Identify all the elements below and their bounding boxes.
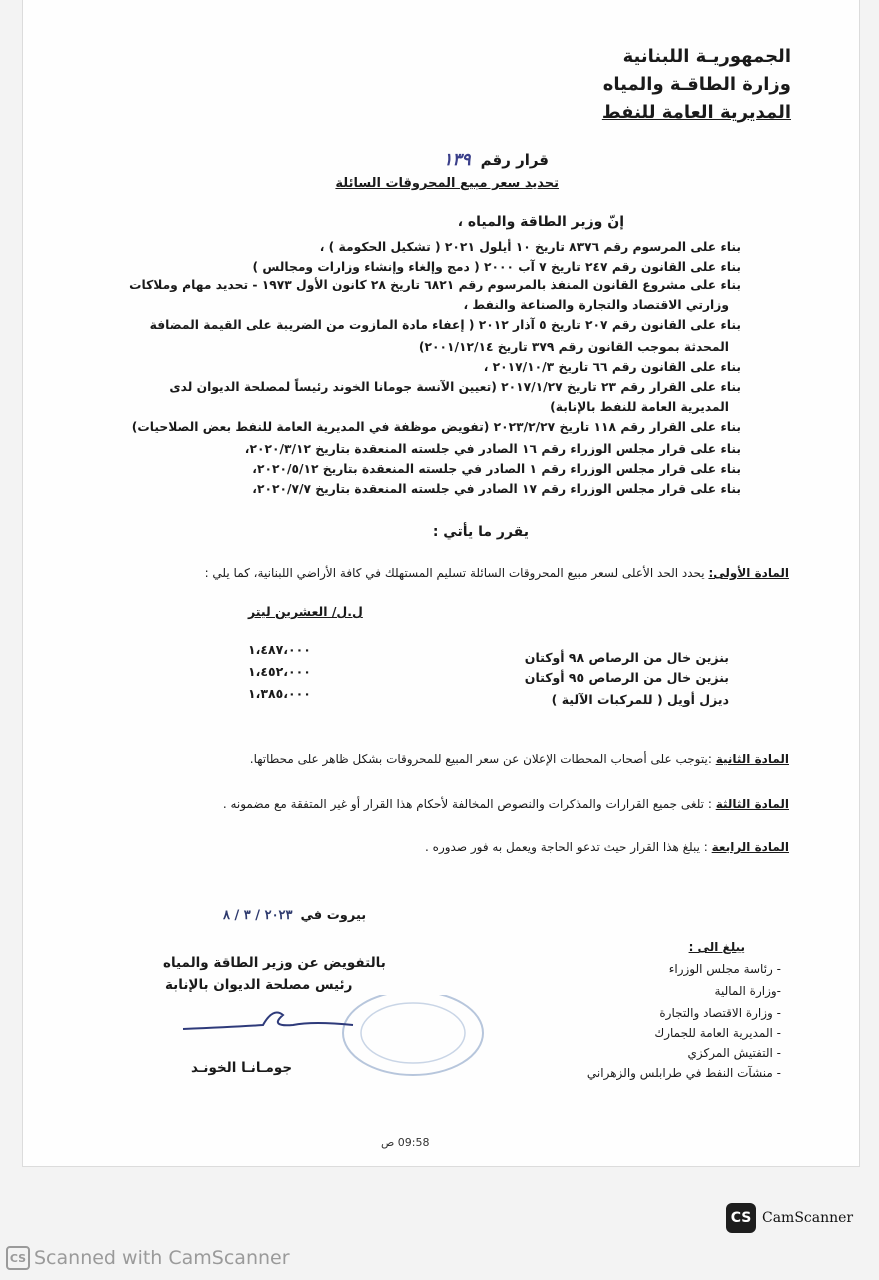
- recipient-item: -وزارة المالية: [714, 984, 781, 998]
- decision-title: تحديد سعر مبيع المحروقات السائلة: [335, 176, 559, 191]
- preamble-line: المديرية العامة للنفط بالإنابة): [550, 400, 729, 414]
- issue-date: [223, 908, 366, 923]
- fuel-name-95: بنزين خال من الرصاص ٩٥ أوكتان: [524, 670, 729, 685]
- preamble-line: بناء على القانون رقم ٢٤٧ تاريخ ٧ آب ٢٠٠٠ ( دمج وإلغاء وإنشاء وزارات ومجالس ): [252, 260, 741, 274]
- preamble-line: بناء على المرسوم رقم ٨٣٧٦ تاريخ ١٠ أيلول ٢٠٢١ ( تشكيل الحكومة ) ،: [319, 240, 741, 254]
- article-4-text: : يبلغ هذا القرار حيث تدعو الحاجة ويعمل به فور صدوره .: [425, 840, 708, 854]
- camscanner-logo-icon: CS: [726, 1203, 756, 1233]
- camscanner-logo-text: CamScanner: [762, 1210, 854, 1226]
- preamble-line: وزارتي الاقتصاد والتجارة والصناعة والنفط ،: [463, 298, 729, 312]
- price-value-98: ١،٤٨٧،٠٠٠: [248, 642, 311, 657]
- preamble-line: بناء على قرار مجلس الوزراء رقم ١ الصادر في جلسته المنعقدة بتاريخ ٢٠٢٠/٥/١٢،: [252, 462, 741, 476]
- signature-title-1: بالتفويض عن وزير الطاقة والمياه: [163, 955, 386, 971]
- fuel-name-98: بنزين خال من الرصاص ٩٨ أوكتان: [524, 650, 729, 665]
- signature-title-2: رئيس مصلحة الديوان بالإنابة: [165, 977, 353, 993]
- article-2: [250, 752, 789, 766]
- issue-date-value: ٢٠٢٣ / ٣ / ٨: [223, 908, 293, 923]
- recipient-item: - وزارة الاقتصاد والتجارة: [659, 1006, 781, 1020]
- issue-date-prefix: بيروت في: [300, 908, 367, 923]
- article-2-text: :يتوجب على أصحاب المحطات الإعلان عن سعر المبيع للمحروقات بشكل ظاهر على محطاتها.: [249, 752, 712, 766]
- recipient-item: - منشآت النفط في طرابلس والزهراني: [586, 1066, 781, 1080]
- fuel-name-diesel: ديزل أويل ( للمركبات الآلية ): [551, 692, 729, 707]
- document-page: [22, 0, 860, 1167]
- fax-timestamp: 09:58 ص: [381, 1136, 430, 1149]
- recipients-header: يبلغ الى :: [688, 940, 745, 954]
- preamble-intro: إنّ وزير الطاقة والمياه ،: [457, 214, 624, 230]
- preamble-line: بناء على قرار مجلس الوزراء رقم ١٧ الصادر في جلسته المنعقدة بتاريخ ٢٠٢٠/٧/٧،: [252, 482, 741, 496]
- camscanner-logo: [726, 1203, 853, 1233]
- article-4: [425, 840, 789, 854]
- signatory-name: جومـانـا الخونـد: [191, 1060, 293, 1076]
- preamble-line: بناء على القانون رقم ٢٠٧ تاريخ ٥ آذار ٢٠١٢ ( إعفاء مادة المازوت من الضريبة على القيمة المضافة: [149, 318, 741, 332]
- price-value-95: ١،٤٥٢،٠٠٠: [248, 664, 311, 679]
- decides-heading: يقرر ما يأتي :: [432, 524, 529, 540]
- preamble-line: بناء على مشروع القانون المنفذ بالمرسوم رقم ٦٨٢١ تاريخ ٢٨ كانون الأول ١٩٧٣ - تحديد مهام وملاكات: [129, 278, 741, 292]
- scan-watermark: [6, 1246, 290, 1270]
- preamble-line: المحدثة بموجب القانون رقم ٣٧٩ تاريخ ٢٠٠١/١٢/١٤): [418, 340, 729, 354]
- preamble-line: بناء على القانون رقم ٦٦ تاريخ ٢٠١٧/١٠/٣ ،: [483, 360, 741, 374]
- watermark-text: Scanned with CamScanner: [34, 1247, 290, 1269]
- republic-heading: الجمهوريـة اللبنانية: [622, 46, 791, 67]
- article-4-label: المادة الرابعة: [711, 840, 789, 854]
- ministry-heading: وزارة الطاقـة والمياه: [602, 74, 791, 95]
- article-3-label: المادة الثالثة: [715, 797, 789, 811]
- handwritten-signature-icon: [183, 1013, 353, 1029]
- signature-and-stamp: [173, 995, 493, 1095]
- recipient-item: - المديرية العامة للجمارك: [654, 1026, 781, 1040]
- price-value-diesel: ١،٣٨٥،٠٠٠: [248, 686, 311, 701]
- article-2-label: المادة الثانية: [715, 752, 789, 766]
- recipient-item: - رئاسة مجلس الوزراء: [668, 962, 781, 976]
- article-3: [223, 797, 789, 811]
- decision-number-label: قرار رقم: [480, 151, 549, 169]
- article-3-text: : تلغى جميع القرارات والمذكرات والنصوص المخالفة لأحكام هذا القرار أو غير المتفقة مع مضمونه .: [222, 797, 712, 811]
- article-1-label: المادة الأولى:: [708, 566, 789, 580]
- preamble-line: بناء على قرار مجلس الوزراء رقم ١٦ الصادر في جلسته المنعقدة بتاريخ ٢٠٢٠/٣/١٢،: [244, 442, 741, 456]
- camscanner-watermark-icon: CS: [6, 1246, 30, 1270]
- directorate-heading: المديرية العامة للنفط: [601, 102, 791, 123]
- preamble-line: بناء على القرار رقم ٢٣ تاريخ ٢٠١٧/١/٢٧ (تعيين الآنسة جومانا الخوند رئيساً لمصلحة الديوان لدى: [169, 380, 741, 394]
- decision-number-handwritten: ١٣٩: [443, 150, 471, 170]
- preamble-line: بناء على القرار رقم ١١٨ تاريخ ٢٠٢٣/٢/٢٧ (تفويض موظفة في المديرية العامة للنفط بعض الصلاحيات): [131, 420, 741, 434]
- article-1: [205, 566, 789, 580]
- recipient-item: - التفتيش المركزي: [687, 1046, 781, 1060]
- price-unit-header: ل.ل/ العشرين ليتر: [248, 604, 363, 619]
- decision-number: [443, 150, 549, 170]
- article-1-text: يحدد الحد الأعلى لسعر مبيع المحروقات السائلة تسليم المستهلك في كافة الأراضي اللبنانية، كما يلي :: [204, 566, 705, 580]
